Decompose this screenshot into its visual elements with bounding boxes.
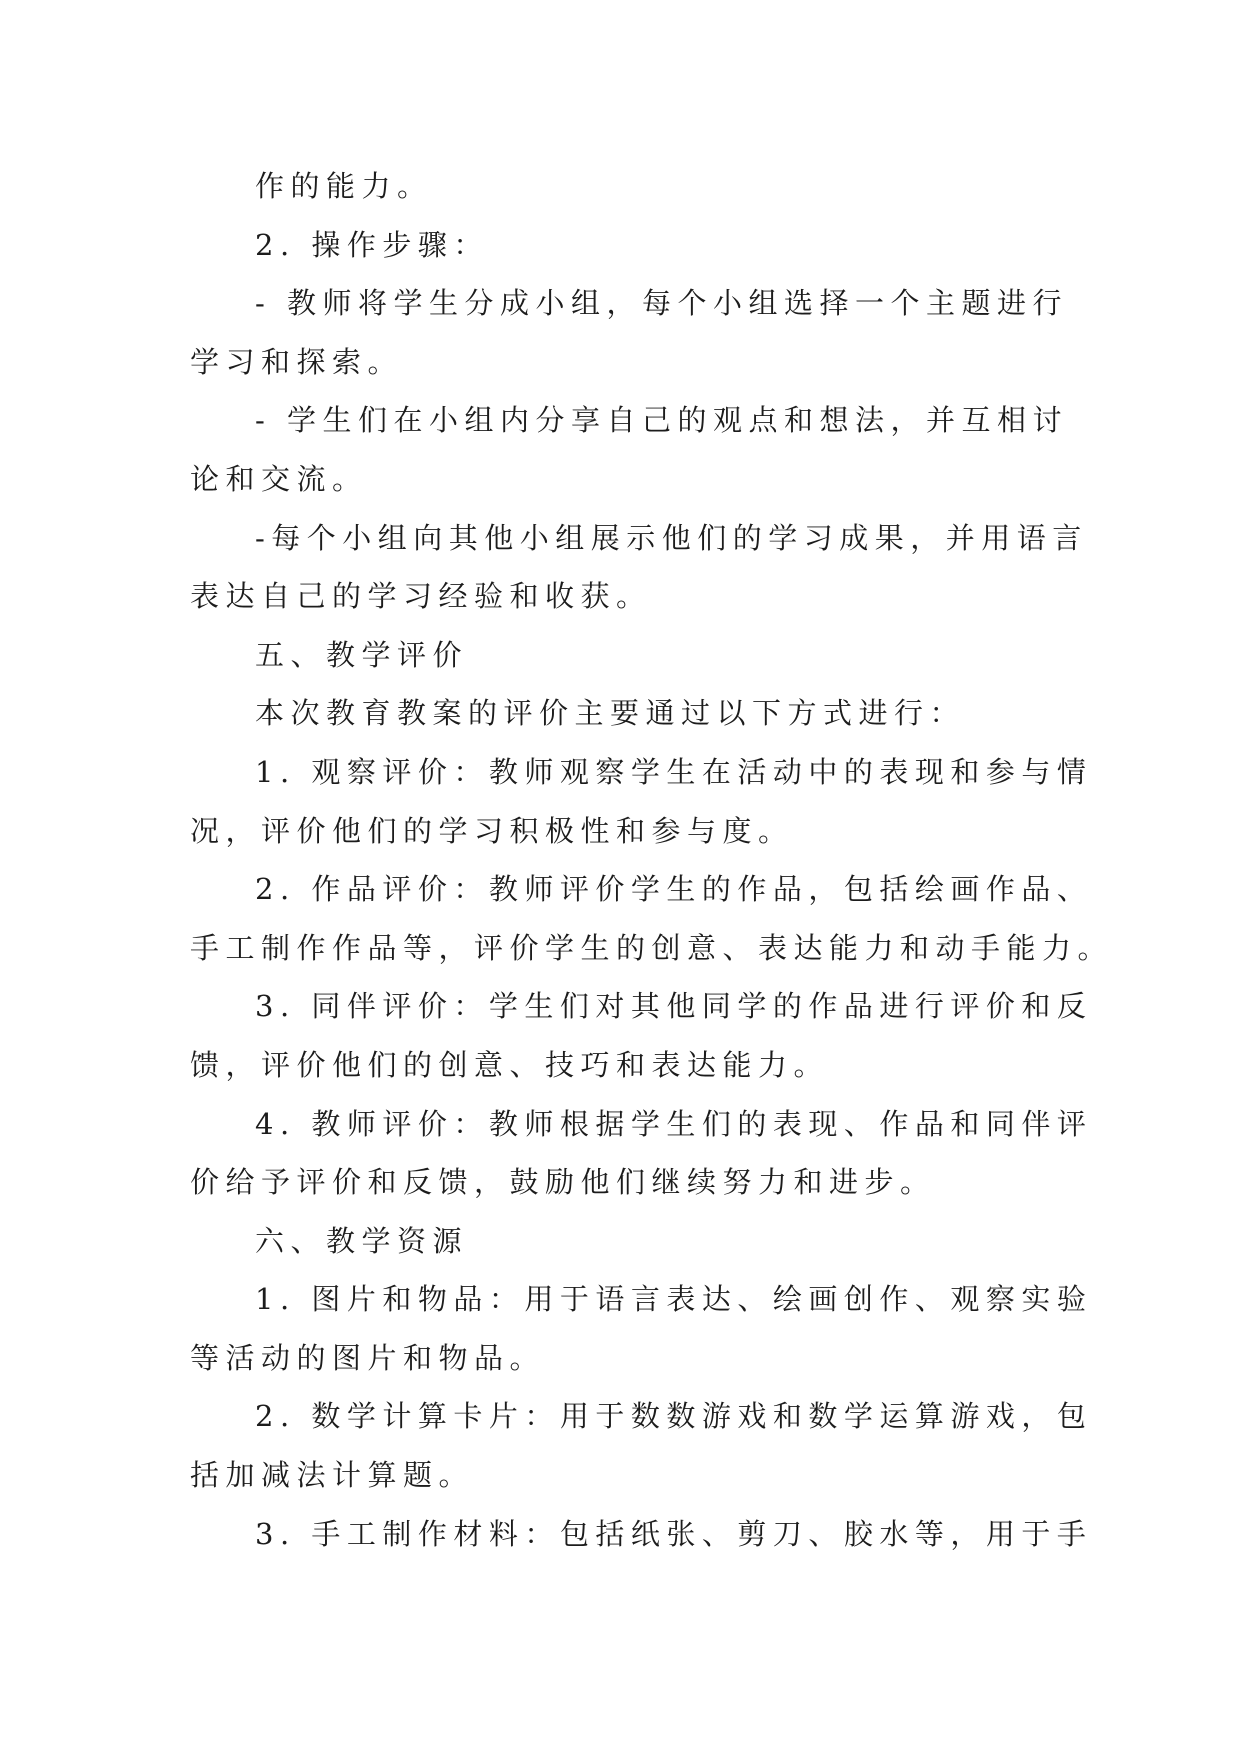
text-line: 价给予评价和反馈，鼓励他们继续努力和进步。 (190, 1165, 936, 1200)
text-line: 况，评价他们的学习积极性和参与度。 (190, 813, 794, 848)
text-line: 作的能力。 (255, 169, 433, 203)
text-line: 本次教育教案的评价主要通过以下方式进行： (255, 696, 966, 731)
text-line: 学习和探索。 (190, 344, 404, 379)
text-line: -每个小组向其他小组展示他们的学习成果，并用语言 (255, 520, 1088, 555)
text-line: 3. 手工制作材料：包括纸张、剪刀、胶水等，用于手 (255, 1516, 1093, 1551)
text-line: 论和交流。 (190, 461, 368, 496)
text-line: 括加减法计算题。 (190, 1458, 475, 1493)
section-heading: 六、教学资源 (255, 1223, 469, 1258)
text-line: 表达自己的学习经验和收获。 (190, 579, 652, 614)
text-line: 1. 图片和物品：用于语言表达、绘画创作、观察实验 (255, 1282, 1093, 1317)
body-text (190, 157, 1114, 1563)
text-line: 3. 同伴评价：学生们对其他同学的作品进行评价和反 (255, 989, 1093, 1024)
text-line: 馈，评价他们的创意、技巧和表达能力。 (190, 1047, 830, 1082)
section-heading: 五、教学评价 (255, 637, 469, 672)
text-line: 2. 作品评价：教师评价学生的作品，包括绘画作品、 (255, 872, 1093, 907)
text-line: 2. 数学计算卡片：用于数数游戏和数学运算游戏，包 (255, 1399, 1093, 1434)
text-line: 1. 观察评价：教师观察学生在活动中的表现和参与情 (255, 754, 1093, 789)
text-line: - 学生们在小组内分享自己的观点和想法，并互相讨 (255, 403, 1069, 438)
text-line: 手工制作作品等，评价学生的创意、表达能力和动手能力。 (190, 930, 1114, 965)
text-line: 2. 操作步骤： (255, 227, 489, 262)
text-line: - 教师将学生分成小组，每个小组选择一个主题进行 (255, 286, 1069, 321)
text-line: 等活动的图片和物品。 (190, 1340, 546, 1375)
text-line: 4. 教师评价：教师根据学生们的表现、作品和同伴评 (255, 1106, 1093, 1141)
